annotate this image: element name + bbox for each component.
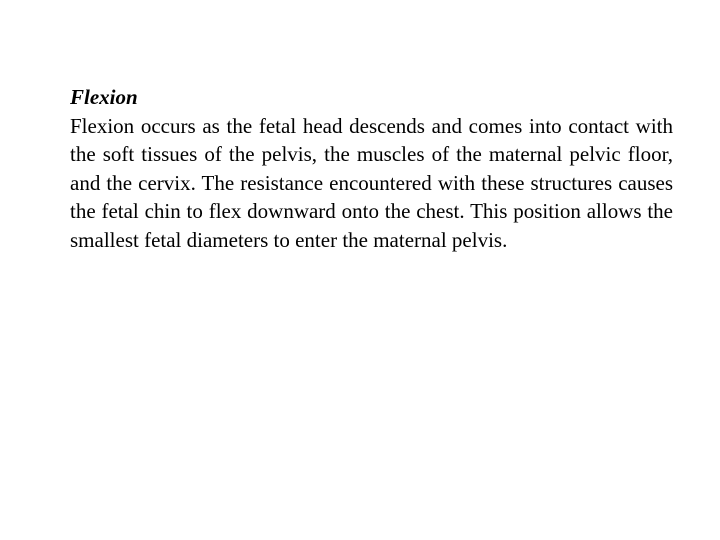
text-block: [70, 83, 673, 255]
slide-heading: Flexion: [70, 85, 138, 109]
slide-body-text: Flexion occurs as the fetal head descends and comes into contact with the soft tissues of the pelvis, the muscles of the maternal pelvic floor, and the cervix. The resistance encountered with these structures causes the fetal chin to flex downward onto the chest. This position allows the smallest fetal diameters to enter the maternal pelvis.: [70, 113, 673, 252]
